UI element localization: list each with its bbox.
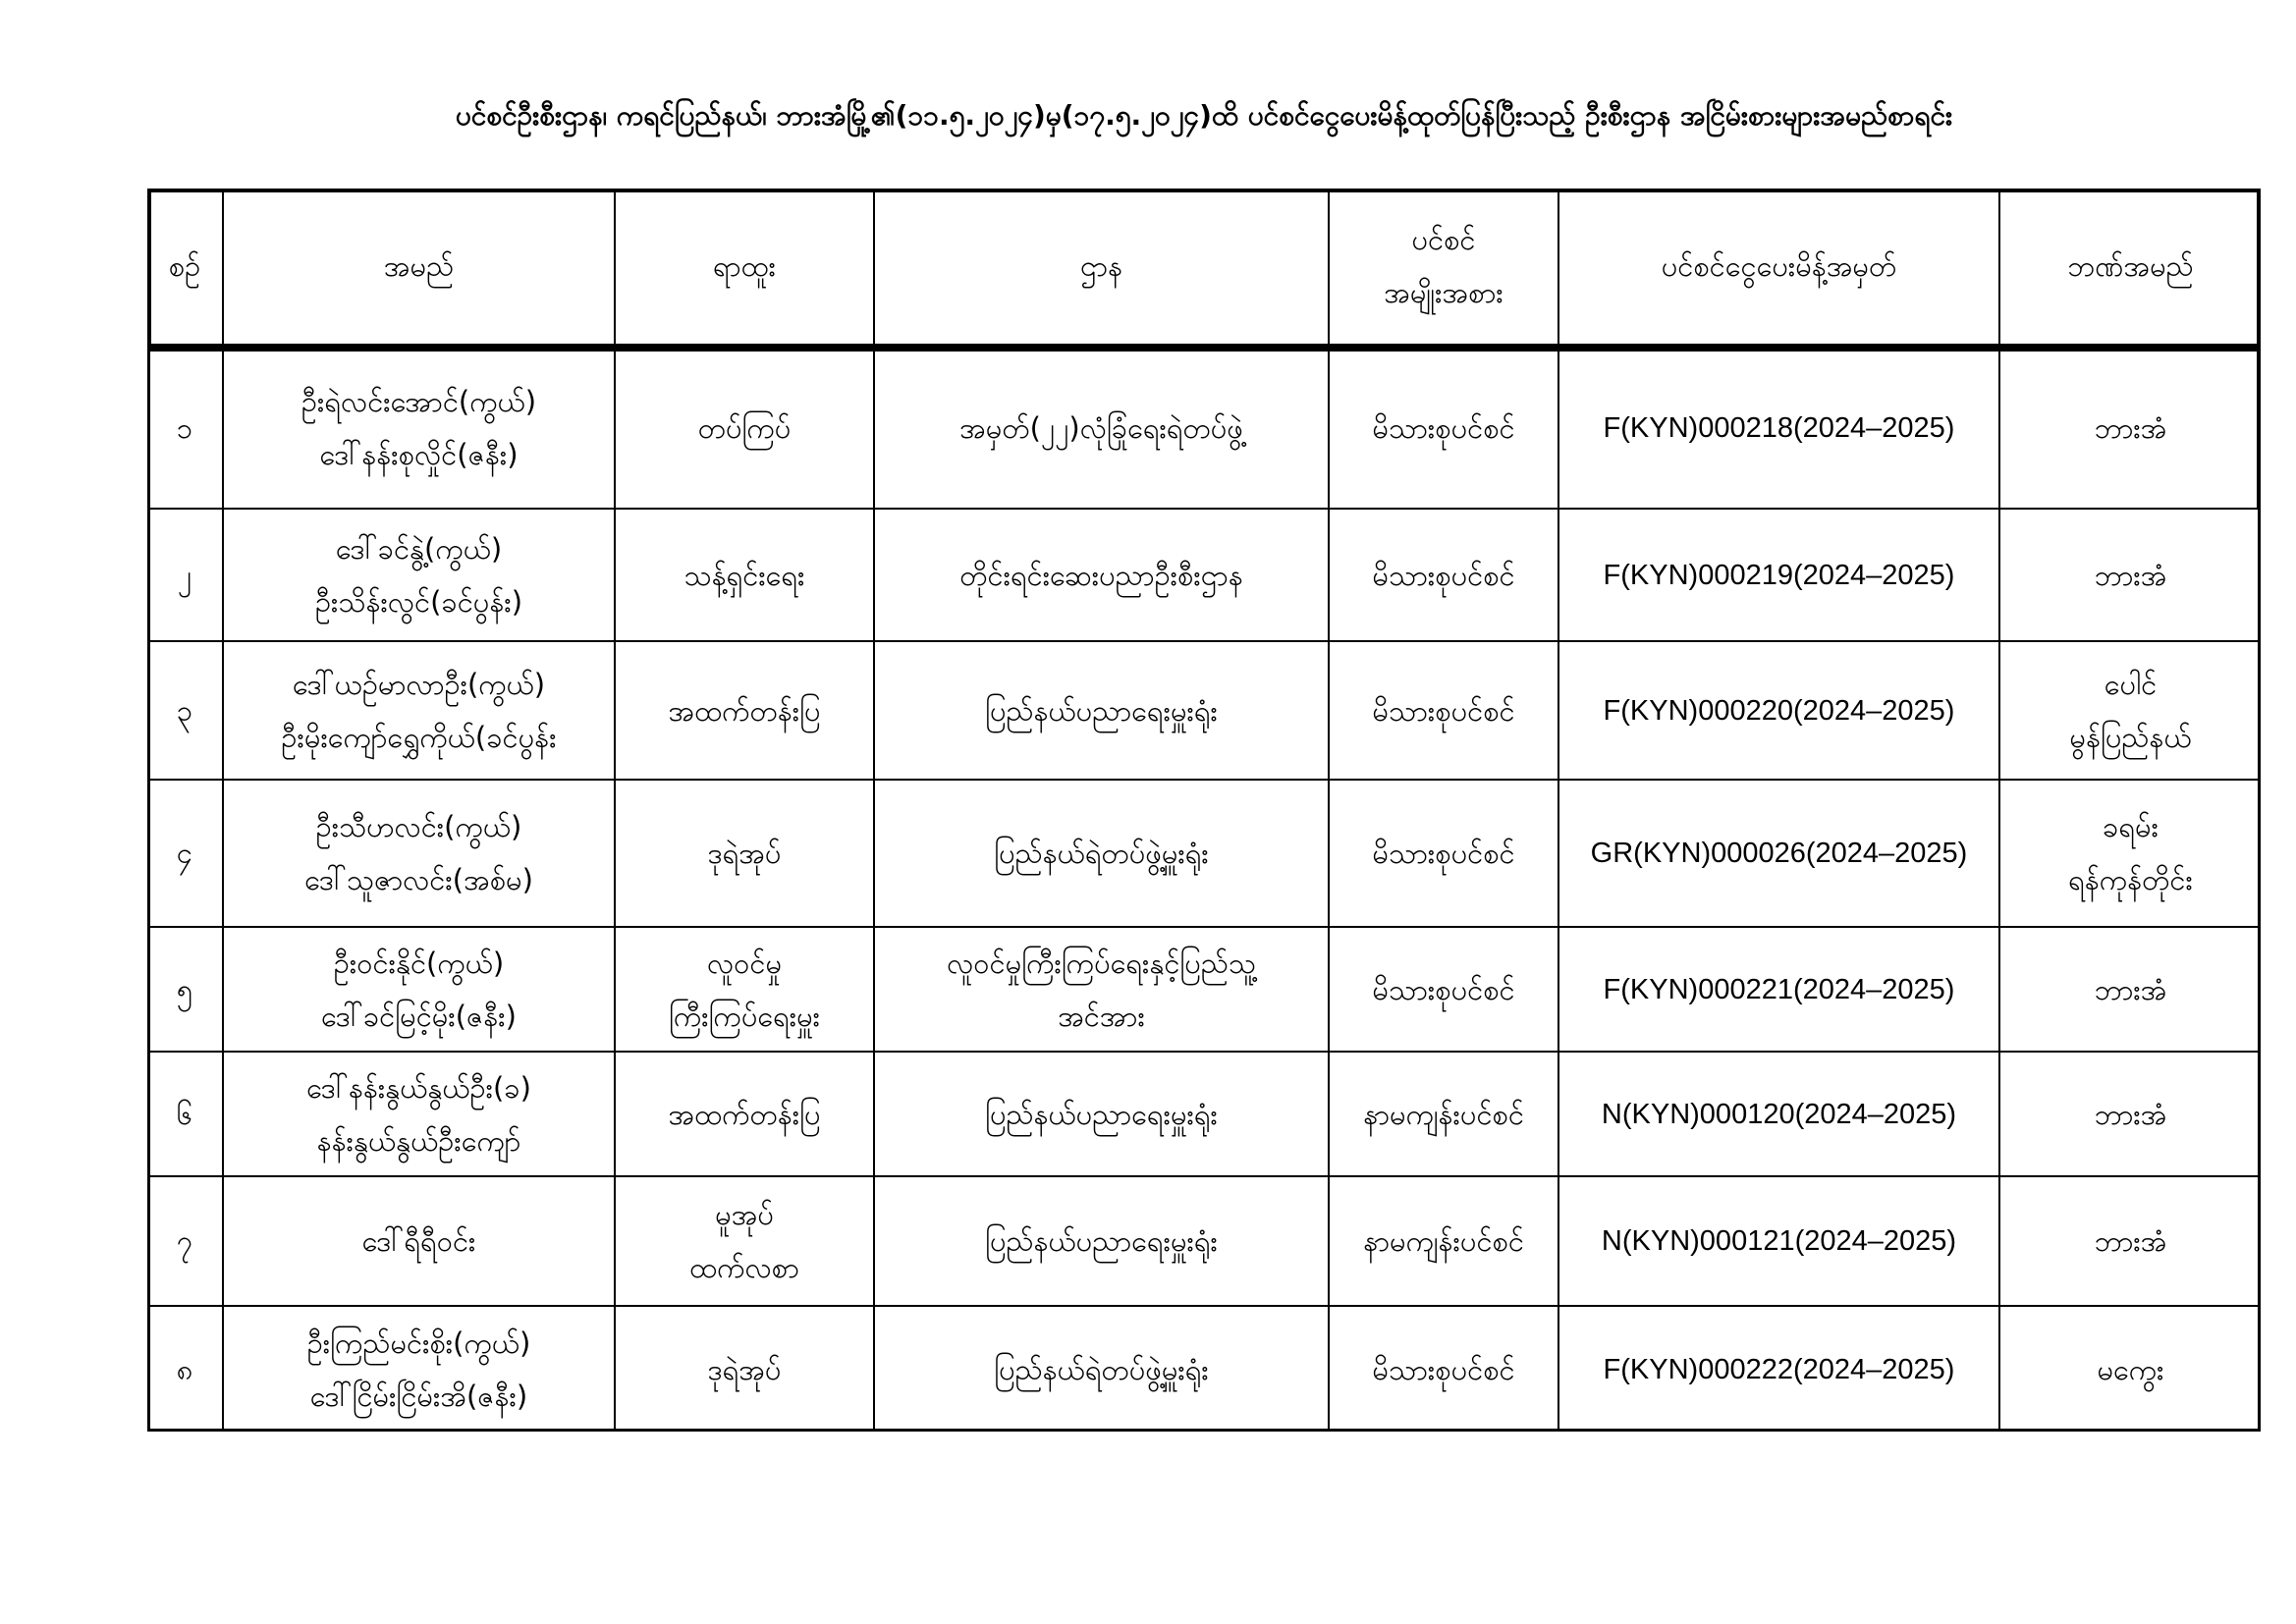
cell-department: ပြည်နယ်ရဲတပ်ဖွဲ့မှူးရုံး bbox=[875, 1307, 1330, 1432]
cell-name: ဒေါ်ရီရီဝင်း bbox=[224, 1177, 616, 1307]
cell-no: ၇ bbox=[147, 1177, 224, 1307]
cell-order-no: F(KYN)000222(2024–2025) bbox=[1559, 1307, 2000, 1432]
cell-bank: မကွေး bbox=[2097, 1352, 2164, 1386]
cell-order-no: N(KYN)000121(2024–2025) bbox=[1559, 1177, 2000, 1307]
header-cell-position: ရာထူး bbox=[616, 189, 875, 349]
cell-name: ဦးသီဟလင်း(ကွယ်) ဒေါ်သူဇာလင်း(အစ်မ) bbox=[224, 781, 616, 928]
cell-no: ၄ bbox=[147, 781, 224, 928]
cell-pension-type: မိသားစုပင်စင် bbox=[1330, 349, 1559, 510]
cell-pension-type: မိသားစုပင်စင် bbox=[1330, 928, 1559, 1053]
cell-no: ၂ bbox=[147, 510, 224, 642]
cell-name: ဦးဝင်းနိုင်(ကွယ်) ဒေါ်ခင်မြင့်မိုး(ဇနီး) bbox=[224, 928, 616, 1053]
cell-bank: ခရမ်း ရန်ကုန်တိုင်း bbox=[2000, 781, 2261, 928]
cell-position: မူအုပ် ထက်လစာ bbox=[616, 1177, 875, 1307]
cell-no: ၆ bbox=[147, 1053, 224, 1177]
cell-name: ဒေါ်ယဉ်မာလာဦး(ကွယ်) ဦးမိုးကျော်ရွှေကိုယ်(ခင်ပွန်း bbox=[224, 642, 616, 781]
cell-order-no: F(KYN)000221(2024–2025) bbox=[1559, 928, 2000, 1053]
cell-no: ၈ bbox=[147, 1307, 224, 1432]
cell-pension-type: နာမကျန်းပင်စင် bbox=[1330, 1053, 1559, 1177]
cell-pension-type: မိသားစုပင်စင် bbox=[1330, 642, 1559, 781]
cell-department: ပြည်နယ်ရဲတပ်ဖွဲ့မှူးရုံး bbox=[875, 781, 1330, 928]
cell-order-no: N(KYN)000120(2024–2025) bbox=[1559, 1053, 2000, 1177]
cell-department: အမှတ်(၂၂)လုံခြုံရေးရဲတပ်ဖွဲ့ bbox=[875, 349, 1330, 510]
document-title: ပင်စင်ဦးစီးဌာန၊ ကရင်ပြည်နယ်၊ ဘားအံမြို့၏(၁၁.၅.၂၀၂၄)မှ(၁၇.၅.၂၀၂၄)ထိ ပင်စင်ငွေပေးမိန့်ထုတ်ပြန်ပြီးသည့် ဦးစီးဌာန အငြိမ်းစားများအမည်စာရင်း bbox=[455, 99, 1953, 132]
cell-pension-type: မိသားစုပင်စင် bbox=[1330, 1307, 1559, 1432]
cell-order-no: F(KYN)000220(2024–2025) bbox=[1559, 642, 2000, 781]
header-cell-department: ဌာန bbox=[875, 189, 1330, 349]
cell-department: ပြည်နယ်ပညာရေးမှူးရုံး bbox=[875, 642, 1330, 781]
cell-position: တပ်ကြပ် bbox=[616, 349, 875, 510]
header-cell-pension-type: ပင်စင် အမျိုးအစား bbox=[1330, 189, 1559, 349]
header-cell-no: စဉ် bbox=[147, 189, 224, 349]
cell-pension-type: မိသားစုပင်စင် bbox=[1330, 510, 1559, 642]
cell-order-no: F(KYN)000218(2024–2025) bbox=[1559, 349, 2000, 510]
cell-pension-type: မိသားစုပင်စင် bbox=[1330, 781, 1559, 928]
cell-bank: ဘားအံ bbox=[2000, 510, 2261, 642]
pensioner-table bbox=[147, 189, 2261, 1432]
cell-department: ပြည်နယ်ပညာရေးမှူးရုံး bbox=[875, 1177, 1330, 1307]
cell-order-no: F(KYN)000219(2024–2025) bbox=[1559, 510, 2000, 642]
cell-bank: ဘားအံ bbox=[2000, 1053, 2261, 1177]
cell-department: လူဝင်မှုကြီးကြပ်ရေးနှင့်ပြည်သူ့ အင်အား bbox=[875, 928, 1330, 1053]
cell-position: အထက်တန်းပြ bbox=[616, 1053, 875, 1177]
header-cell-order-no: ပင်စင်ငွေပေးမိန့်အမှတ် bbox=[1559, 189, 2000, 349]
cell-bank: ဘားအံ bbox=[2000, 1177, 2261, 1307]
cell-position: လူဝင်မှု ကြီးကြပ်ရေးမှူး bbox=[616, 928, 875, 1053]
cell-no: ၅ bbox=[147, 928, 224, 1053]
cell-position: ဒုရဲအုပ် bbox=[616, 781, 875, 928]
cell-position: ဒုရဲအုပ် bbox=[616, 1307, 875, 1432]
cell-pension-type: နာမကျန်းပင်စင် bbox=[1330, 1177, 1559, 1307]
cell-department: တိုင်းရင်းဆေးပညာဦးစီးဌာန bbox=[875, 510, 1330, 642]
cell-name: ဒေါ်ခင်နွဲ့(ကွယ်) ဦးသိန်းလွင်(ခင်ပွန်း) bbox=[224, 510, 616, 642]
cell-name: ဒေါ်နန်းနွယ်နွယ်ဦး(ခ) နန်းနွယ်နွယ်ဦးကျော် bbox=[224, 1053, 616, 1177]
cell-name: ဦးရဲလင်းအောင်(ကွယ်) ဒေါ်နန်းစုလှိုင်(ဇနီး) bbox=[224, 349, 616, 510]
cell-no: ၃ bbox=[147, 642, 224, 781]
cell-no: ၁ bbox=[147, 349, 224, 510]
cell-position: သန့်ရှင်းရေး bbox=[616, 510, 875, 642]
cell-position: အထက်တန်းပြ bbox=[616, 642, 875, 781]
cell-bank: ဘားအံ bbox=[2000, 349, 2261, 510]
cell-bank: ပေါင် မွန်ပြည်နယ် bbox=[2000, 642, 2261, 781]
cell-order-no: GR(KYN)000026(2024–2025) bbox=[1559, 781, 2000, 928]
cell-department: ပြည်နယ်ပညာရေးမှူးရုံး bbox=[875, 1053, 1330, 1177]
header-cell-name: အမည် bbox=[224, 189, 616, 349]
cell-bank: ဘားအံ bbox=[2000, 928, 2261, 1053]
cell-name: ဦးကြည်မင်းစိုး(ကွယ်) ဒေါ်ငြိမ်းငြိမ်းအိ(ဇနီး) bbox=[224, 1307, 616, 1432]
header-cell-bank: ဘဏ်အမည် bbox=[2000, 189, 2261, 349]
